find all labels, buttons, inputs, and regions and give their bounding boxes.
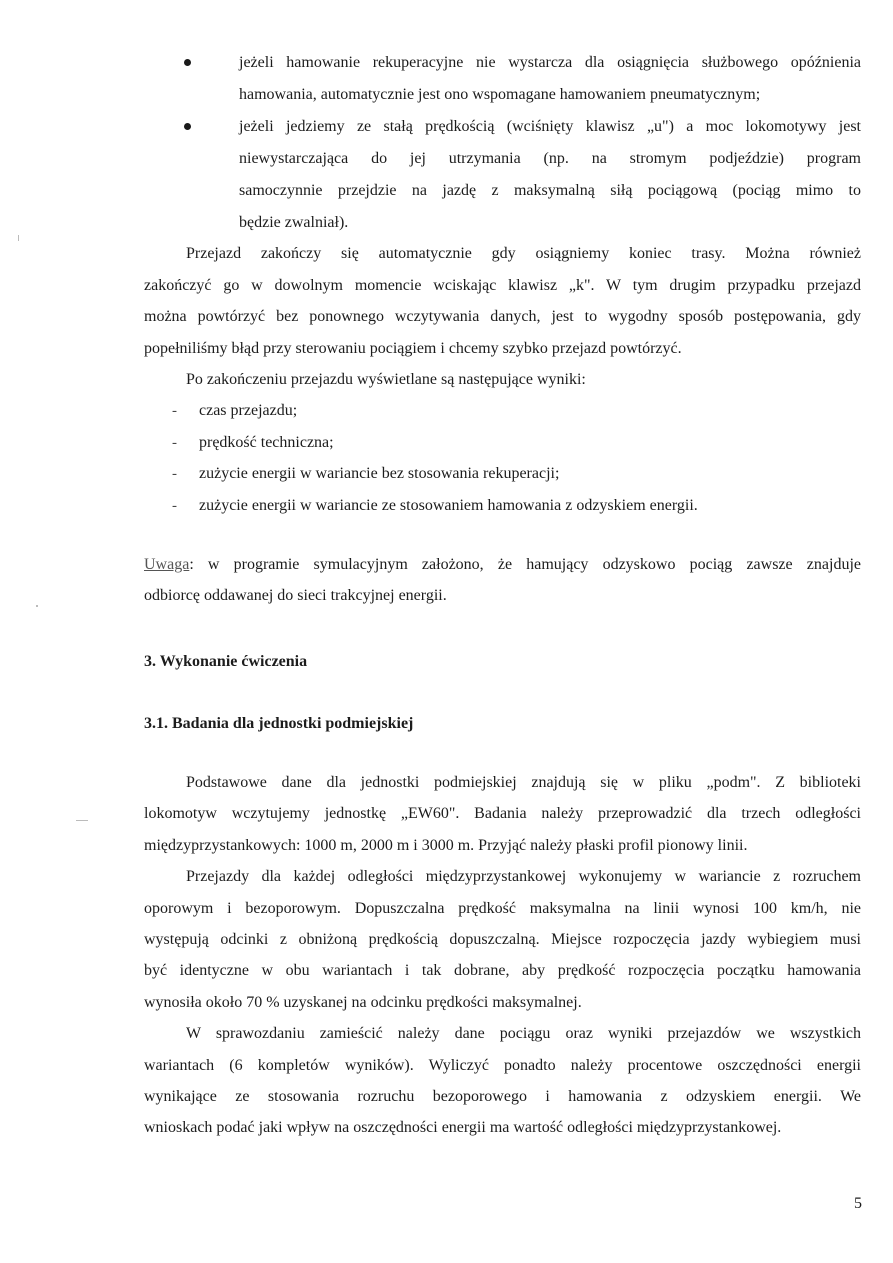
p1-line-3: międzyprzystankowych: 1000 m, 2000 m i 3000 m. Przyjąć należy płaski profil pionowy linii. [144,837,748,854]
bullet-1-line-1: jeżeli hamowanie rekuperacyjne nie wystarcza dla osiągnięcia służbowego opóźnienia [239,54,861,71]
note-line-2: odbiorcę oddawanej do sieci trakcyjnej energii. [144,587,447,604]
p2-line-1: Przejazdy dla każdej odległości międzyprzystankowej wykonujemy w wariancie z rozruchem [186,868,861,885]
section-3-heading: 3. Wykonanie ćwiczenia [144,653,308,670]
section-3-1-heading: 3.1. Badania dla jednostki podmiejskiej [144,715,414,732]
p1-line-2: lokomotyw wczytujemy jednostkę „EW60". Badania należy przeprowadzić dla trzech odległości [144,805,861,822]
p2-line-4: być identyczne w obu wariantach i tak dobrane, aby prędkość rozpoczęcia początku hamowania [144,962,861,979]
bullet-icon [184,123,191,130]
bullet-2-line-1: jeżeli jedziemy ze stałą prędkością (wciśnięty klawisz „u") a moc lokomotywy jest [239,118,861,135]
result-item: prędkość techniczna; [199,434,334,451]
scan-speck [18,235,19,241]
results-intro: Po zakończeniu przejazdu wyświetlane są następujące wyniki: [186,371,586,388]
para-end-line-4: popełniliśmy błąd przy sterowaniu pociągiem i chcemy szybko przejazd powtórzyć. [144,340,682,357]
para-end-line-2: zakończyć go w dowolnym momencie wciskając klawisz „k". W tym drugim przypadku przejazd [144,277,861,294]
p3-line-4: wnioskach podać jaki wpływ na oszczędności energii ma wartość odległości międzyprzystankowej. [144,1119,782,1136]
note-label: Uwaga [144,556,190,573]
bullet-2-line-3: samoczynnie przejdzie na jazdę z maksymalną siłą pociągową (pociąg mimo to [239,182,861,199]
p3-line-1: W sprawozdaniu zamieścić należy dane pociągu oraz wyniki przejazdów we wszystkich [186,1025,861,1042]
bullet-1-line-2: hamowania, automatycznie jest ono wspomagane hamowaniem pneumatycznym; [239,86,761,103]
p3-line-2: wariantach (6 kompletów wyników). Wyliczyć ponadto należy procentowe oszczędności energii [144,1057,861,1074]
bullet-2-line-2: niewystarczająca do jej utrzymania (np. na stromym podjeździe) program [239,150,861,167]
p2-line-2: oporowym i bezoporowym. Dopuszczalna prędkość maksymalna na linii wynosi 100 km/h, nie [144,900,861,917]
bullet-icon [184,59,191,66]
note-line-1 [144,549,861,580]
dash-icon: - [172,466,177,482]
p3-line-3: wynikające ze stosowania rozruchu bezoporowego i hamowania z odzyskiem energii. We [144,1088,861,1105]
p1-line-1: Podstawowe dane dla jednostki podmiejskiej znajdują się w pliku „podm". Z biblioteki [186,774,861,791]
result-item: czas przejazdu; [199,402,298,419]
note-text: : w programie symulacyjnym założono, że hamujący odzyskowo pociąg zawsze znajduje [189,556,861,573]
p2-line-5: wynosiła około 70 % uzyskanej na odcinku prędkości maksymalnej. [144,994,582,1011]
dash-icon: - [172,498,177,514]
dash-icon: - [172,403,177,419]
result-item: zużycie energii w wariancie bez stosowania rekuperacji; [199,465,560,482]
result-item: zużycie energii w wariancie ze stosowaniem hamowania z odzyskiem energii. [199,497,698,514]
bullet-2-line-4: będzie zwalniał). [239,214,349,231]
para-end-line-3: można powtórzyć bez ponownego wczytywania danych, jest to wygodny sposób postępowania, gdy [144,308,861,325]
scan-speck [76,820,88,821]
scan-speck [36,605,38,607]
para-end-line-1: Przejazd zakończy się automatycznie gdy osiągniemy koniec trasy. Można również [186,245,861,262]
dash-icon: - [172,435,177,451]
page-number: 5 [854,1195,862,1212]
p2-line-3: występują odcinki z obniżoną prędkością dopuszczalną. Miejsce rozpoczęcia jazdy wybiegiem musi [144,931,861,948]
